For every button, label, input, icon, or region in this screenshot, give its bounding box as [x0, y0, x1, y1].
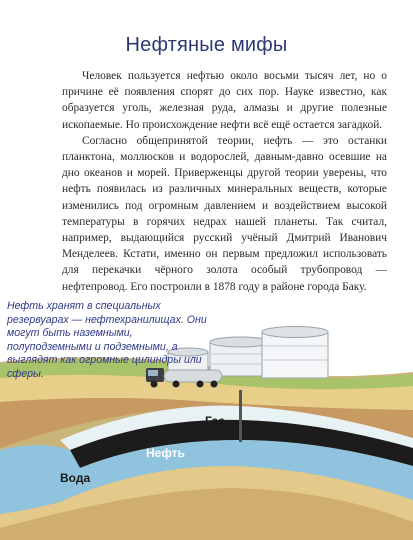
illustration-caption: Нефть хранят в специальных резервуарах — нефтехранилищах. Они могут быть наземными, полуподземными и подземными, а выглядят как огромные цилиндры или сферы. [7, 300, 207, 380]
paragraph-1: Человек пользуется нефтью около восьми тысяч лет, но о причине её появления спорят до сих пор. Науке известно, как образуется уголь, железная руда, алмазы и другие полезные ископаемые. Но происхождение нефти всё ещё остается загадкой. [62, 70, 387, 131]
paragraph-2: Согласно общепринятой теории, нефть — это останки планктона, моллюсков и водорослей, давным-давно осевшие на дно океанов и морей. Приверженцы другой теории уверены, что нефть появилась из различных минеральных веществ, которые изменились под огромным давлением и воздействием высокой температуры в горячих недрах нашей планеты. Так считал, например, выдающийся русский учёный Дмитрий Иванович Менделеев. Кстати, именно он первым предложил использовать для перекачки чёрного золота особый трубопровод — нефтепровод. Его построили в 1878 году в районе города Баку. [62, 134, 387, 293]
oil-label: Нефть [146, 446, 185, 460]
gas-label: Газ [205, 414, 225, 428]
well-pipe [239, 390, 242, 442]
water-label: Вода [60, 471, 91, 485]
page-title: Нефтяные мифы [125, 34, 288, 56]
article-body [62, 68, 387, 295]
